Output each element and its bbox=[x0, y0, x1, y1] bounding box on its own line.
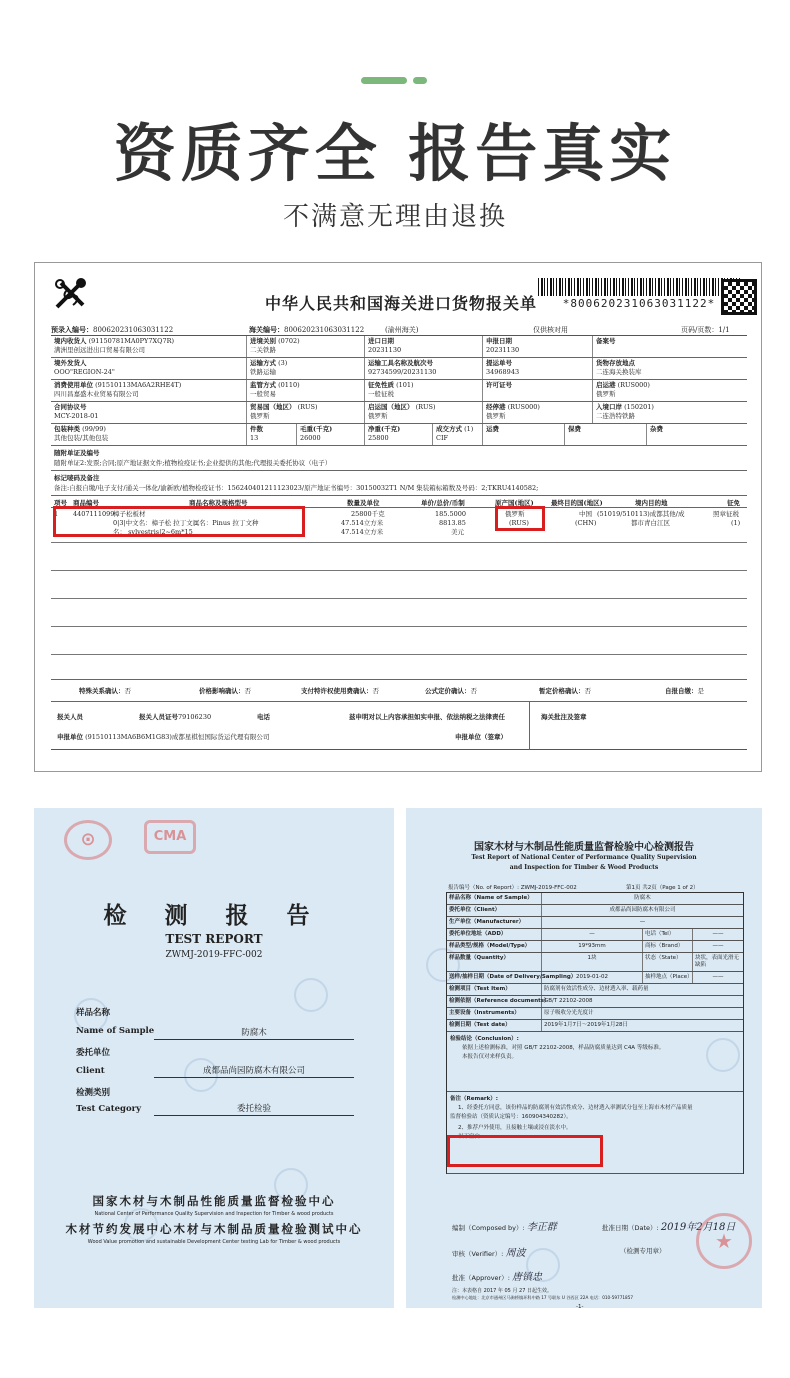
declarant-label: 报关人员 bbox=[57, 713, 83, 721]
sample-label-en: Name of Sample bbox=[76, 1026, 155, 1036]
grid-cell: 境内收货人 (91150781MA0PY7XQ7R) 满洲里创远进出口贸易有限公司 bbox=[51, 336, 247, 357]
origin-country: 俄罗斯 bbox=[505, 510, 525, 518]
report-row: 送样/抽样日期（Date of Delivery/Sampling） 2019-01-02 抽样地点（Place） —— bbox=[447, 972, 743, 984]
unit-sign: 申报单位（签章） bbox=[455, 733, 507, 741]
accent-bar bbox=[361, 77, 407, 84]
copy-note: 仅供核对用 bbox=[533, 326, 568, 334]
report-page-title: 国家木材与木制品性能质量监督检验中心检测报告 bbox=[474, 842, 694, 853]
report-row: 样品名称（Name of Sample） 防腐木 bbox=[447, 893, 743, 905]
report-row: 委托单位地址（ADD） — 电话（Tel） —— bbox=[447, 929, 743, 941]
grid-cell: 件数 13 bbox=[247, 424, 297, 445]
hs-code: 4407111099 bbox=[73, 510, 115, 518]
grid-cell: 进口日期 20231130 bbox=[365, 336, 483, 357]
goods-spec: 0|3|中文名：樟子松 拉丁文属名：Pinus 拉丁文种 bbox=[113, 519, 259, 527]
remark-block: 备注（Remark）: 1、经委托方同意，该份样品的防腐剂有效活性成分、边材透入率测试分包至上海市木材产品质量 监督检验站（资质认定编号：160904340282）。 2、推荐户外使用，且接触土壤或浸在淡水中。 以下空白 bbox=[447, 1092, 743, 1174]
goods-header-cell: 项号 bbox=[54, 499, 67, 507]
goods-header-cell: 原产国(地区) bbox=[495, 499, 534, 507]
highlight-box-goods bbox=[53, 506, 305, 537]
grid-cell: 备案号 bbox=[596, 337, 616, 345]
center-name-cn-2: 木材节约发展中心木材与木制品质量检验测试中心 bbox=[65, 1222, 363, 1236]
unit-price: 185.5000 bbox=[435, 510, 467, 518]
declarant-box: 报关人员 报关人员证号79106230 电话 兹申明对以上内容承担如实申报、依法纳税之法律责任 海关批注及签章 申报单位 (91510113MA6B6M1G83)成都星棋恒国际货运代理有限公司 申报单位（签章） bbox=[51, 702, 747, 750]
report-number: ZWMJ-2019-FFC-002 bbox=[165, 950, 263, 960]
report-table bbox=[446, 892, 744, 1174]
grid-cell: 境外发货人 OOO"REGION-24" bbox=[51, 358, 247, 379]
category-value: 委托检验 bbox=[154, 1102, 354, 1116]
declaration-grid bbox=[51, 335, 747, 750]
goods-header-cell: 单价/总价/币制 bbox=[421, 499, 465, 507]
watermark bbox=[294, 978, 328, 1012]
confirm-row: 特殊关系确认：否 价格影响确认：否 支付特许权使用费确认：否 公式定价确认：否 暂定价格确认：否 自报自缴：是 bbox=[51, 680, 747, 702]
goods-header-cell: 境内目的地 bbox=[635, 499, 668, 507]
sample-label: 样品名称 bbox=[76, 1008, 111, 1018]
grid-cell: 运输工具名称及航次号 92734599/20231130 bbox=[365, 358, 483, 379]
grid-cell: 运输方式 (3) 铁路运输 bbox=[247, 358, 365, 379]
grid-cell: 货物存放地点 二连海关换装库 bbox=[596, 359, 642, 376]
remarks-row: 标记唛码及备注 备注:自报自缴/电子支付/通关一体化/渝新欧/植物检疫证书：156240401211123023/原产地证书编号：30150032T1 N/M 集装箱标箱数及号码：2;TKRU4140582; bbox=[51, 471, 747, 496]
goods-divider bbox=[51, 626, 747, 627]
customs-note-label: 海关批注及签章 bbox=[541, 713, 587, 721]
grid-cell: 启运国（地区） (RUS) 俄罗斯 bbox=[365, 402, 483, 423]
destination-country: 中国 bbox=[579, 510, 592, 518]
grid-row bbox=[51, 358, 747, 380]
grid-cell: 保费 bbox=[565, 424, 647, 445]
page-info: 第1页 共2页（Page 1 of 2） bbox=[626, 885, 699, 891]
report-row: 样品类型/规格（Model/Type） 19*93mm 商标（Brand） —— bbox=[447, 941, 743, 953]
grid-cell: 许可证号 bbox=[483, 380, 593, 401]
report-title: 检 测 报 告 bbox=[103, 902, 325, 929]
goods-divider bbox=[51, 542, 747, 543]
headline: 资质齐全 报告真实 bbox=[113, 117, 677, 190]
goods-divider bbox=[51, 598, 747, 599]
grid-cell: 净重(千克) 25800 bbox=[365, 424, 433, 445]
duty-mode: 照章征税 bbox=[713, 510, 739, 518]
item-no: 1 bbox=[54, 510, 59, 518]
pack-row bbox=[51, 424, 747, 446]
category-label-en: Test Category bbox=[76, 1104, 142, 1114]
highlight-box-remark bbox=[447, 1135, 603, 1167]
cal-seal-icon: ⊙ bbox=[64, 820, 112, 860]
sample-value: 防腐木 bbox=[154, 1026, 354, 1040]
quantity: 25800千克 bbox=[351, 510, 385, 518]
barcode bbox=[538, 278, 740, 296]
domestic-destination: 都市青白江区 bbox=[631, 519, 670, 527]
conclusion-block: 检验结论（Conclusion）: 依据上述检测标准，对照 GB/T 22102-2008，样品防腐质量达到 C4A 等级标准。 本报告仅对来样负责。 bbox=[447, 1032, 743, 1092]
goods-header-cell: 商品编号 bbox=[73, 499, 99, 507]
grid-cell: 入境口岸 (150201) 二连浩特铁路 bbox=[596, 403, 654, 420]
goods-header-cell: 数量及单位 bbox=[347, 499, 380, 507]
grid-cell: 运费 bbox=[483, 424, 565, 445]
goods-area bbox=[51, 508, 747, 680]
report-row: 样品数量（Quantity） 1块 状态（State） 块状，表面光滑无缺陷 bbox=[447, 953, 743, 972]
port-note: (渝州海关) bbox=[385, 326, 419, 334]
center-name-en: National Center of Performance Quality Supervision and Inspection for Timber & wood products bbox=[94, 1211, 334, 1217]
origin-code: (RUS) bbox=[509, 519, 529, 527]
grid-cell: 提运单号 34968943 bbox=[483, 358, 593, 379]
grid-cell: 包装种类 (99/99) 其他包装/其他包装 bbox=[51, 424, 247, 445]
client-label-en: Client bbox=[76, 1066, 105, 1076]
goods-spec: 名： sylvestris|2~6m*15 bbox=[113, 528, 193, 536]
goods-header-cell: 征免 bbox=[727, 499, 740, 507]
grid-cell: 毛重(千克) 26000 bbox=[297, 424, 365, 445]
highlight-box-origin bbox=[495, 506, 545, 531]
currency: 美元 bbox=[451, 528, 464, 536]
seal-note: （检测专用章） bbox=[620, 1247, 666, 1255]
report-no-line: 报告编号（No. of Report）: ZWMJ-2019-FFC-002 bbox=[448, 885, 577, 891]
report-row: 主要设备（Instruments） 原子吸收分光光度计 bbox=[447, 1008, 743, 1020]
testing-seal-icon: ★ bbox=[696, 1213, 752, 1269]
address: 检测中心地址：北京市通州区马驹桥镇环科中路 17 号联东 U 谷西区 22A 电话：010-59771857 bbox=[452, 1295, 634, 1300]
customs-title: 中华人民共和国海关进口货物报关单 bbox=[265, 294, 538, 313]
verifier: 审核（Verifier）: 周波 bbox=[452, 1248, 526, 1259]
domestic-destination: (51019/510113)成都其他/成 bbox=[597, 510, 685, 518]
statement: 兹申明对以上内容承担如实申报、依法纳税之法律责任 bbox=[349, 713, 505, 721]
destination-code: (CHN) bbox=[575, 519, 597, 527]
goods-divider bbox=[51, 654, 747, 655]
center-name-cn: 国家木材与木制品性能质量监督检验中心 bbox=[92, 1194, 336, 1208]
grid-cell: 合同协议号 MCY-2018-01 bbox=[51, 402, 247, 423]
barcode-text: *800620231063031122* bbox=[562, 297, 716, 310]
quantity: 47.514立方米 bbox=[341, 528, 384, 536]
report-row: 检测项目（Test Item） 防腐剂有效活性成分、边材透入率、载药量 bbox=[447, 984, 743, 996]
grid-cell: 消费使用单位 (91510113MA6A2RHE4T) 四川昌嘉盛木业贸易有限公司 bbox=[51, 380, 247, 401]
grid-row bbox=[51, 380, 747, 402]
goods-header-cell: 最终目的国(地区) bbox=[551, 499, 603, 507]
grid-cell: 征免性质 (101) 一般征税 bbox=[365, 380, 483, 401]
customs-no-line: 海关编号：800620231063031122 bbox=[249, 325, 365, 334]
grid-cell: 成交方式 (1) CIF bbox=[433, 424, 483, 445]
test-report-page bbox=[406, 808, 762, 1308]
approve-date: 批准日期（Date）: 2019年2月18日 bbox=[602, 1222, 736, 1233]
center-name-en-2: Wood Value promotion and sustainable Development Center testing Lab for Timber & wood products bbox=[87, 1239, 341, 1245]
report-row: 生产单位（Manufacturer） — bbox=[447, 917, 743, 929]
report-title-en: TEST REPORT bbox=[165, 932, 263, 946]
subheadline: 不满意无理由退换 bbox=[282, 202, 507, 232]
customs-emblem-icon bbox=[51, 275, 91, 315]
report-page-title-en-2: and Inspection for Timber & Wood Products bbox=[509, 864, 659, 871]
goods-divider bbox=[51, 570, 747, 571]
quantity: 47.514立方米 bbox=[341, 519, 384, 527]
grid-cell: 经停港 (RUS000) 俄罗斯 bbox=[483, 402, 593, 423]
total-price: 8813.85 bbox=[439, 519, 466, 527]
customs-declaration bbox=[34, 262, 762, 772]
grid-row bbox=[51, 336, 747, 358]
grid-cell: 监管方式 (0110) 一般贸易 bbox=[247, 380, 365, 401]
phone-label: 电话 bbox=[257, 713, 270, 721]
client-value: 成都品尚园防腐木有限公司 bbox=[154, 1064, 354, 1078]
accent-dot bbox=[413, 77, 427, 84]
goods-name: 樟子松板材 bbox=[113, 510, 146, 518]
grid-cell: 杂费 bbox=[650, 425, 663, 433]
page-label: 页码/页数：1/1 bbox=[681, 326, 730, 334]
address-note: 注：本表格自 2017 年 05 月 27 日起生效。 bbox=[452, 1288, 552, 1294]
grid-cell: 启运港 (RUS000) 俄罗斯 bbox=[596, 381, 650, 398]
category-label: 检测类别 bbox=[76, 1088, 111, 1098]
cma-seal: CMA bbox=[144, 820, 196, 854]
grid-cell: 贸易国（地区） (RUS) 俄罗斯 bbox=[247, 402, 365, 423]
report-row: 检测依据（Reference documents） GB/T 22102-2008 bbox=[447, 996, 743, 1008]
documents-row: 随附单证及编号 随附单证2:发票;合同;原产地证据文件;植物检疫证书;企业提供的其他;代理报关委托协议（电子） bbox=[51, 446, 747, 471]
grid-row bbox=[51, 402, 747, 424]
duty-code: (1) bbox=[731, 519, 741, 527]
goods-header-cell: 商品名称及规格型号 bbox=[189, 499, 248, 507]
client-label: 委托单位 bbox=[76, 1048, 111, 1058]
report-row: 委托单位（Client） 成都品尚园防腐木有限公司 bbox=[447, 905, 743, 917]
approver: 批准（Approver）: 唐镇忠 bbox=[452, 1272, 542, 1283]
grid-cell: 申报日期 20231130 bbox=[483, 336, 593, 357]
report-row: 检测日期（Test date） 2019年1月7日～2019年1月28日 bbox=[447, 1020, 743, 1032]
prerecord-line: 预录入编号：800620231063031122 bbox=[51, 325, 174, 334]
report-page-title-en: Test Report of National Center of Performance Quality Supervision bbox=[471, 854, 697, 861]
qr-code-icon bbox=[721, 279, 757, 315]
composed-by: 编制（Composed by）: 李正群 bbox=[452, 1222, 557, 1233]
grid-cell: 进境关别 (0702) 二关铁路 bbox=[247, 336, 365, 357]
test-report-cover bbox=[34, 808, 394, 1308]
page-footer: -1- bbox=[576, 1304, 584, 1310]
